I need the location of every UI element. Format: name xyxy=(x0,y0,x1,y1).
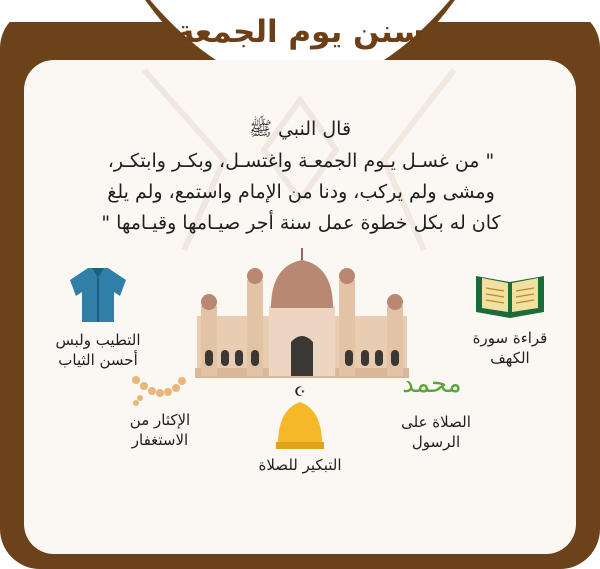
svg-text:محمد: محمد xyxy=(402,369,462,399)
quote-attribution: قال النبي ﷺ xyxy=(248,118,352,140)
mosque-icon xyxy=(195,246,409,380)
dome-icon xyxy=(272,382,328,450)
hadith-line-3: كان له بكل خطوة عمل سنة أجر صيـامها وقيـامها " xyxy=(101,212,501,234)
shirt-icon xyxy=(68,266,128,324)
item-istighfar-label: الإكثار من الاستغفار xyxy=(129,411,191,449)
hadith-line-2: ومشى ولم يركب، ودنا من الإمام واستمع، ولم يلغ xyxy=(107,181,495,203)
hadith-line-1: " من غسـل يـوم الجمعـة واغتسـل، وبكـر وابتكـر، xyxy=(107,150,495,172)
page-title: سنن يوم الجمعة xyxy=(175,14,425,50)
item-perfume-label: التطيب ولبس أحسن الثياب xyxy=(55,331,141,369)
item-kahf-label: قراءة سورة الكهف xyxy=(472,329,548,367)
muhammad-calligraphy-icon xyxy=(400,360,464,404)
hadith-text xyxy=(40,146,562,239)
item-early-label: التبكير للصلاة xyxy=(258,456,342,474)
svg-text:☪: ☪ xyxy=(294,385,306,400)
item-salawat-label: الصلاة على الرسول xyxy=(401,413,471,451)
prayer-beads-icon xyxy=(128,372,188,406)
quran-icon xyxy=(474,268,546,320)
